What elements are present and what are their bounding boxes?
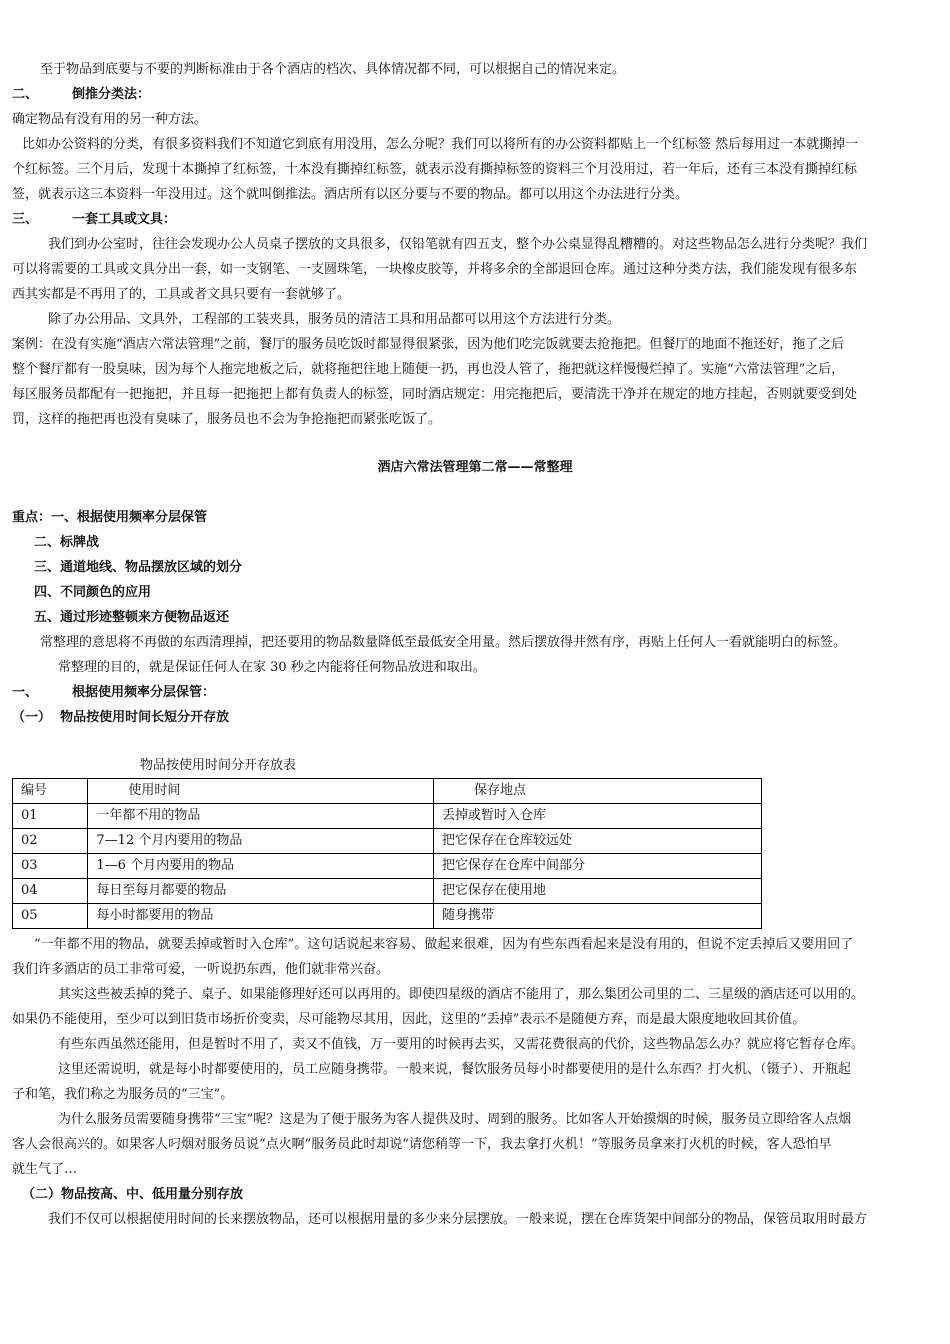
key-point: 二、标牌战 (34, 535, 100, 550)
key-point: 四、不同颜色的应用 (34, 585, 152, 600)
key-point: 三、通道地线、物品摆放区域的划分 (34, 560, 243, 575)
paragraph-line: 签，就表示这三本资料一年没用过。这个就叫倒推法。酒店所有以区分要与不要的物品。都可以用这个办法进行分类。 (12, 187, 689, 202)
intro-paragraph: 至于物品到底要与不要的判断标准由于各个酒店的档次、具体情况都不同，可以根据自己的情况来定。 (40, 62, 626, 77)
case-line: 整个餐厅都有一股臭味，因为每个人拖完地板之后，就将拖把往地上随便一扔，再也没人管了，拖把就这样慢慢烂掉了。实施“六常法管理”之后， (12, 362, 845, 377)
chapter-title: 酒店六常法管理第二常——常整理 (377, 460, 573, 475)
table-cell: 04 (13, 879, 88, 904)
table-cell: 02 (13, 829, 88, 854)
table-header-cell: 编号 (13, 779, 88, 804)
section-two-heading: 二、 倒推分类法： (12, 87, 151, 102)
table-row (13, 829, 762, 854)
paragraph-line: 个红标签。三个月后，发现十本撕掉了红标签，十本没有撕掉红标签，就表示没有撕掉标签的资料三个月没用过，若一年后，还有三本没有撕掉红标 (12, 162, 858, 177)
table-cell: 把它保存在仓库较远处 (433, 829, 761, 854)
table-cell: 把它保存在仓库中间部分 (433, 854, 761, 879)
table-cell: 01 (13, 804, 88, 829)
table-cell: 丢掉或暂时入仓库 (433, 804, 761, 829)
paragraph-line: 其实这些被丢掉的凳子、桌子、如果能修理好还可以再用的。即使四星级的酒店不能用了，那么集团公司里的二、三星级的酒店还可以用的。 (58, 987, 865, 1002)
paragraph-line: 西其实都是不再用了的，工具或者文具只要有一套就够了。 (12, 287, 351, 302)
paragraph-line: 有些东西虽然还能用，但是暂时不用了，卖又不值钱，万一要用的时候再去买，又需花费很高的代价，这些物品怎么办？就应将它暂存仓库。 (58, 1037, 865, 1052)
table-cell: 1—6 个月内要用的物品 (88, 854, 434, 879)
definition-line: 常整理的意思将不再做的东西清理掉，把还要用的物品数量降低至最低安全用量。然后摆放得井然有序，再贴上任何人一看就能明白的标签。 (40, 635, 847, 650)
paragraph-line: “一年都不用的物品，就要丢掉或暂时入仓库”。这句话说起来容易、做起来很难，因为有些东西看起来是没有用的，但说不定丢掉后又要用回了 (34, 937, 854, 952)
case-line: 罚，这样的拖把再也没有臭味了，服务员也不会为争抢拖把而紧张吃饭了。 (12, 412, 442, 427)
paragraph-line: 除了办公用品、文具外，工程部的工装夹具，服务员的清洁工具和用品都可以用这个方法进行分类。 (48, 312, 621, 327)
paragraph-line: 就生气了… (12, 1162, 78, 1177)
table-cell: 随身携带 (433, 904, 761, 929)
paragraph-line: 客人会很高兴的。如果客人叼烟对服务员说“点火啊”服务员此时却说“请您稍等一下，我去拿打火机！”等服务员拿来打火机的时候，客人恐怕早 (12, 1137, 832, 1152)
table-title: 物品按使用时间分开存放表 (140, 758, 297, 773)
paragraph-line: 我们许多酒店的员工非常可爱，一听说扔东西，他们就非常兴奋。 (12, 962, 390, 977)
paragraph-line: 这里还需说明，就是每小时都要使用的，员工应随身携带。一般来说，餐饮服务员每小时都要使用的是什么东西？打火机、（镊子）、开瓶起 (58, 1062, 852, 1077)
table-row (13, 879, 762, 904)
table-cell: 每日至每月都要的物品 (88, 879, 434, 904)
paragraph-line: 我们到办公室时，往往会发现办公人员桌子摆放的文具很多，仅铅笔就有四五支，整个办公桌显得乱糟糟的。对这些物品怎么进行分类呢？我们 (48, 237, 868, 252)
case-line: 案例：在没有实施“酒店六常法管理”之前，餐厅的服务员吃饭时都显得很紧张，因为他们吃完饭就要去抢拖把。但餐厅的地面不拖还好，拖了之后 (12, 337, 845, 352)
table-header-cell: 保存地点 (433, 779, 761, 804)
table-cell: 7—12 个月内要用的物品 (88, 829, 434, 854)
paragraph-line: 确定物品有没有用的另一种方法。 (12, 112, 208, 127)
paragraph-line: 比如办公资料的分类，有很多资料我们不知道它到底有用没用，怎么分呢？我们可以将所有的办公资料都贴上一个红标签 然后每用过一本就撕掉一 (22, 137, 859, 152)
section-one-heading: 一、 根据使用频率分层保管： (12, 685, 216, 700)
paragraph-line: 为什么服务员需要随身携带“三宝”呢？这是为了便于服务为客人提供及时、周到的服务。比如客人开始摸烟的时候，服务员立即给客人点烟 (58, 1112, 852, 1127)
paragraph-line: 子和笔，我们称之为服务员的“三宝”。 (12, 1087, 234, 1102)
paragraph-line: 我们不仅可以根据使用时间的长来摆放物品，还可以根据用量的多少来分层摆放。一般来说，摆在仓库货架中间部分的物品，保管员取用时最方 (48, 1212, 868, 1227)
case-line: 每区服务员都配有一把拖把，并且每一把拖把上都有负责人的标签，同时酒店规定：用完拖把后，要清洗干净并在规定的地方挂起，否则就要受到处 (12, 387, 858, 402)
table-row (13, 904, 762, 929)
subsection-one-heading: （一） 物品按使用时间长短分开存放 (12, 710, 230, 725)
table-cell: 一年都不用的物品 (88, 804, 434, 829)
table-header-row (13, 779, 762, 804)
table-cell: 03 (13, 854, 88, 879)
table-header-cell: 使用时间 (88, 779, 434, 804)
purpose-line: 常整理的目的，就是保证任何人在家 30 秒之内能将任何物品放进和取出。 (58, 660, 486, 675)
table-cell: 把它保存在使用地 (433, 879, 761, 904)
subsection-two-heading: （二）物品按高、中、低用量分别存放 (22, 1187, 244, 1202)
storage-table (12, 778, 762, 929)
section-three-heading: 三、 一套工具或文具： (12, 212, 177, 227)
table-cell: 05 (13, 904, 88, 929)
table-row (13, 854, 762, 879)
table-row (13, 804, 762, 829)
paragraph-line: 如果仍不能使用，至少可以到旧货市场折价变卖，尽可能物尽其用，因此，这里的“丢掉”表示不是随便方弃，而是最大限度地收回其价值。 (12, 1012, 806, 1027)
paragraph-line: 可以将需要的工具或文具分出一套，如一支钢笔、一支圆珠笔，一块橡皮胶等，并将多余的全部退回仓库。通过这种分类方法，我们能发现有很多东 (12, 262, 858, 277)
table-cell: 每小时都要用的物品 (88, 904, 434, 929)
key-point: 五、通过形迹整顿来方便物品返还 (34, 610, 230, 625)
key-point: 重点：一、根据使用频率分层保管 (12, 510, 208, 525)
